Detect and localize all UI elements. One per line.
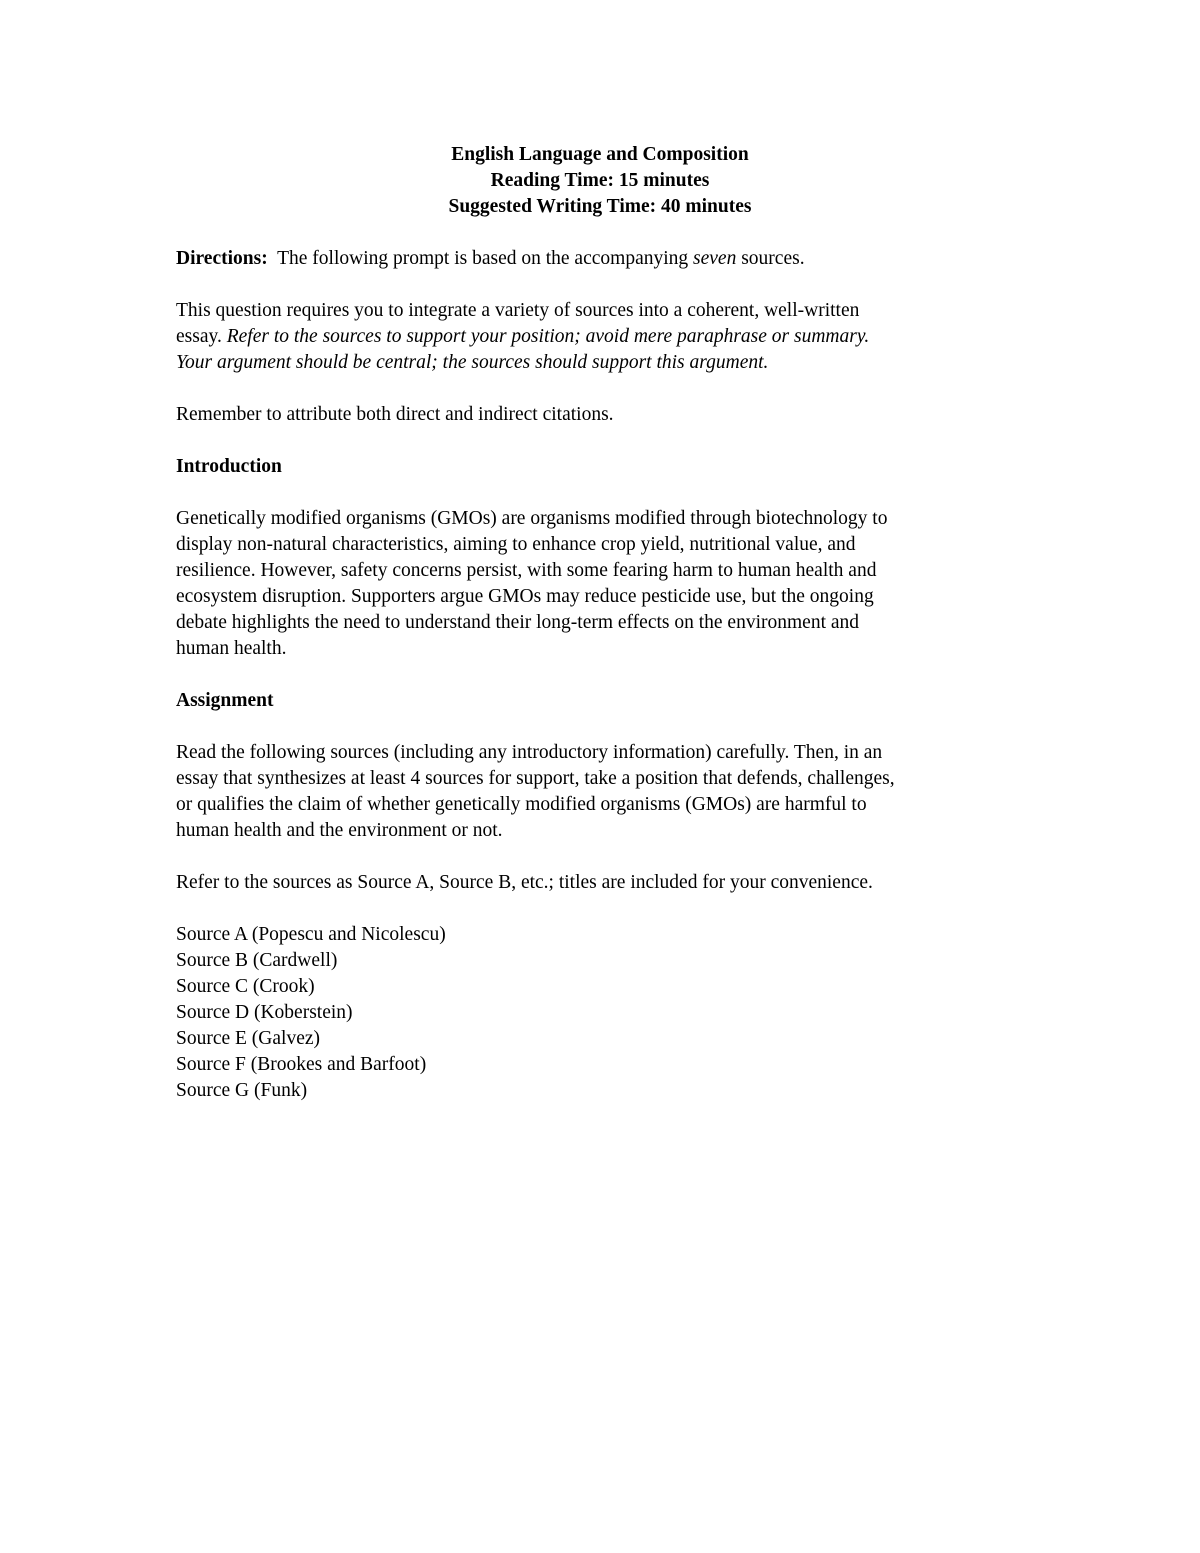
- assignment-heading: Assignment: [176, 690, 274, 711]
- directions-paragraph: [176, 246, 1036, 272]
- requirement-line-1: This question requires you to integrate a variety of sources into a coherent, well-written: [176, 300, 860, 321]
- source-item: Source C (Crook): [176, 976, 315, 997]
- source-item: Source E (Galvez): [176, 1028, 321, 1049]
- requirement-paragraph: [176, 298, 1036, 376]
- introduction-line: display non-natural characteristics, aiming to enhance crop yield, nutritional value, and: [176, 534, 856, 555]
- requirement-line-2-plain: essay.: [176, 326, 227, 347]
- introduction-paragraph: [176, 506, 1036, 662]
- source-item: Source A (Popescu and Nicolescu): [176, 924, 446, 945]
- refer-note: Refer to the sources as Source A, Source B, etc.; titles are included for your convenience.: [176, 872, 873, 893]
- citation-reminder: Remember to attribute both direct and indirect citations.: [176, 404, 614, 425]
- writing-time: Suggested Writing Time: 40 minutes: [448, 196, 752, 217]
- assignment-line: Read the following sources (including any introductory information) carefully. Then, in an: [176, 742, 883, 763]
- introduction-line: debate highlights the need to understand their long-term effects on the environment and: [176, 612, 860, 633]
- directions-label: Directions:: [176, 248, 268, 269]
- source-item: Source F (Brookes and Barfoot): [176, 1054, 427, 1075]
- introduction-heading: Introduction: [176, 456, 282, 477]
- sources-list: [176, 922, 1036, 1104]
- assignment-line: essay that synthesizes at least 4 sources for support, take a position that defends, challenges,: [176, 768, 895, 789]
- document-page: [176, 142, 1036, 1104]
- assignment-paragraph: [176, 740, 1036, 844]
- requirement-line-3: Your argument should be central; the sources should support this argument.: [176, 352, 769, 373]
- reading-time: Reading Time: 15 minutes: [490, 170, 710, 191]
- introduction-line: resilience. However, safety concerns persist, with some fearing harm to human health and: [176, 560, 877, 581]
- introduction-line: Genetically modified organisms (GMOs) are organisms modified through biotechnology to: [176, 508, 888, 529]
- directions-emphasis: seven: [693, 248, 737, 269]
- source-item: Source G (Funk): [176, 1080, 308, 1101]
- introduction-line: human health.: [176, 638, 287, 659]
- source-item: Source B (Cardwell): [176, 950, 338, 971]
- directions-text-after: sources.: [736, 248, 805, 269]
- assignment-line: or qualifies the claim of whether genetically modified organisms (GMOs) are harmful to: [176, 794, 867, 815]
- requirement-line-2-italic: Refer to the sources to support your position; avoid mere paraphrase or summary.: [226, 326, 870, 347]
- requirement-line-2: [176, 324, 1036, 350]
- document-header: [0, 142, 1200, 220]
- source-item: Source D (Koberstein): [176, 1002, 353, 1023]
- assignment-line: human health and the environment or not.: [176, 820, 503, 841]
- course-title: English Language and Composition: [451, 144, 749, 165]
- introduction-line: ecosystem disruption. Supporters argue GMOs may reduce pesticide use, but the ongoing: [176, 586, 874, 607]
- directions-text-before: The following prompt is based on the accompanying: [277, 248, 694, 269]
